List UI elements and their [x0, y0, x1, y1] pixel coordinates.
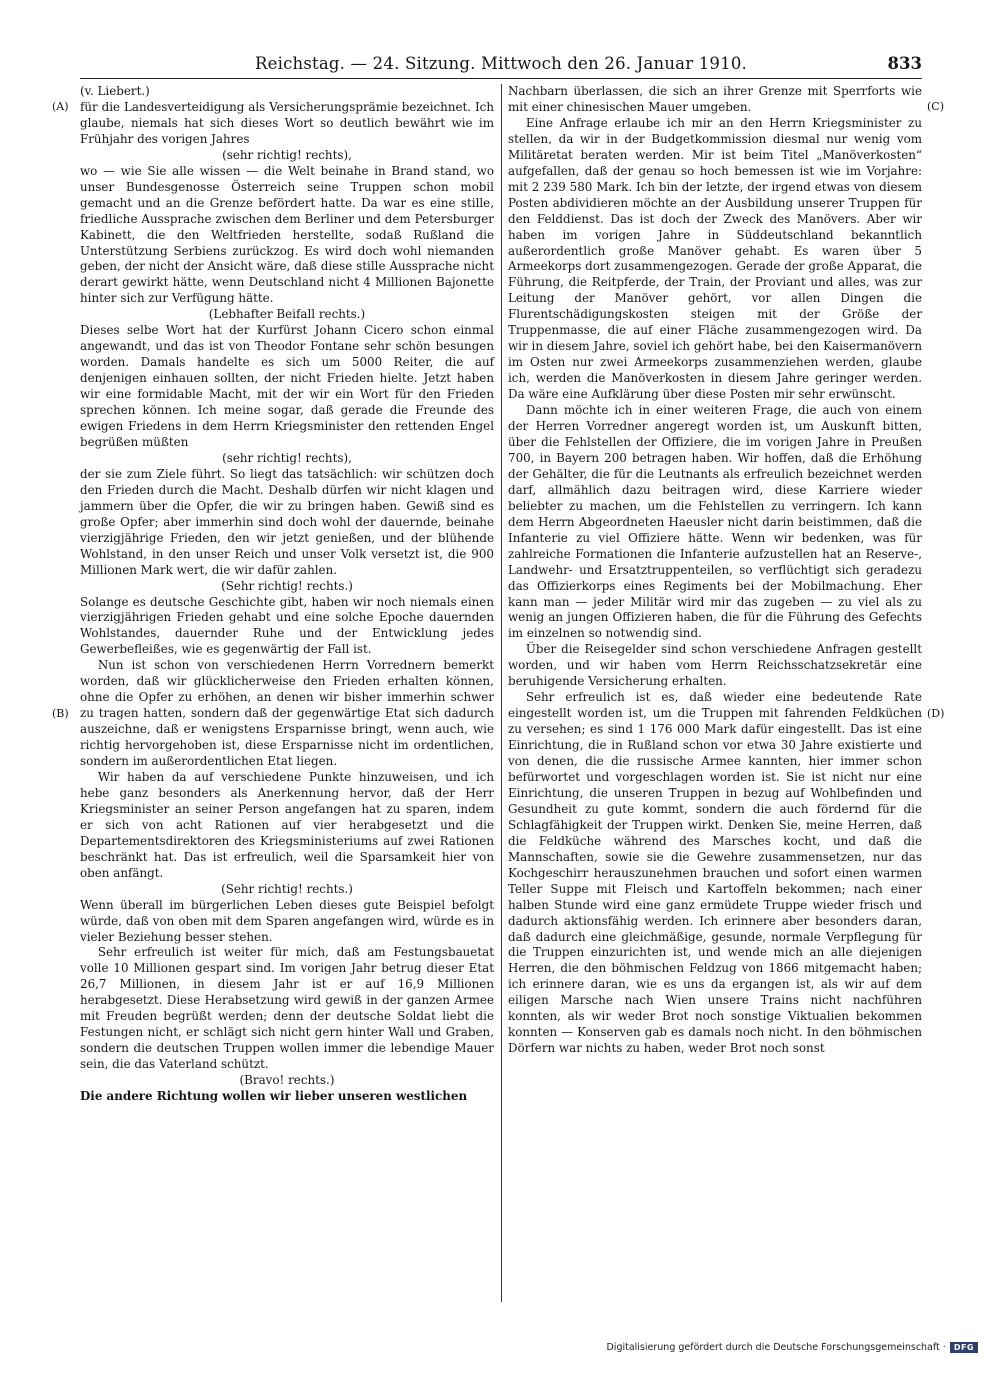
paragraph: Wir haben da auf verschiedene Punkte hinzuweisen, und ich hebe ganz besonders als Anerkennung hervor, daß der Herr Kriegsminister an seiner Person angefangen hat zu sparen, indem er sich von acht Rationen auf vier herabgesetzt und die Departementsdirektoren des Kriegsministeriums auf zwei Rationen beschränkt hat. Das ist erfreulich, weil die Sparsamkeit hier von oben anfängt.: [80, 769, 494, 880]
paragraph: der sie zum Ziele führt. So liegt das tatsächlich: wir schützen doch den Frieden durch die Macht. Deshalb dürfen wir nicht klagen und jammern über die Opfer, die wir zu bringen haben. Gewiß sind es große Opfer; aber immerhin sind doch wohl der dauernde, beinahe vierzigjährige Frieden, den wir jetzt genießen, und der blühende Wohlstand, in den unser Reich und unser Volk versetzt ist, die 900 Millionen Mark wert, die wir dafür zahlen.: [80, 466, 494, 577]
margin-letter-a: (A): [52, 100, 69, 113]
page-header: [80, 54, 922, 79]
paragraph: Nun ist schon von verschiedenen Herrn Vorrednern bemerkt worden, daß wir glücklicherweise den Frieden erhalten können, ohne die Opfer zu erhöhen, an denen wir bisher immerhin schwer zu tragen hatten, sondern daß der gegenwärtige Etat sich dadurch auszeichne, daß er wenigstens Ersparnisse bringt, wenn auch, wie richtig hervorgehoben ist, diese Ersparnisse nicht im ordentlichen, sondern im außerordentlichen Etat liegen.: [80, 658, 494, 769]
dfg-logo-icon: DFG: [950, 1342, 978, 1353]
speaker-name: (v. Liebert.): [80, 84, 150, 98]
interjection: (sehr richtig! rechts),: [222, 147, 352, 162]
right-column: [508, 84, 922, 1057]
paragraph: Über die Reisegelder sind schon verschiedene Anfragen gestellt worden, und wir haben vom Herrn Reichsschatzsekretär eine beruhigende Versicherung erhalten.: [508, 642, 922, 689]
interjection: (Lebhafter Beifall rechts.): [208, 307, 366, 322]
left-column: [80, 84, 494, 1105]
interjection: (Bravo! rechts.): [239, 1073, 335, 1088]
paragraph: Nachbarn überlassen, die sich an ihrer Grenze mit Sperrforts wie mit einer chinesischen Mauer umgeben.: [508, 84, 922, 114]
paragraph: Dann möchte ich in einer weiteren Frage, die auch von einem der Herren Vorredner angeregt worden ist, um Auskunft bitten, über die Fehlstellen der Offiziere, die im vorigen Jahre in Preußen 700, in Bayern 200 betragen haben. Wir hoffen, daß die Erhöhung der Gehälter, die für die Leutnants als erfreulich bezeichnet werden darf, allmählich dazu beitragen wird, diese Karriere wieder beliebter zu machen, um die Fehlstellen zu verringern. Ich kann dem Herrn Abgeordneten Haeusler nicht darin beistimmen, daß die Infanterie zu viel Offiziere hätte. Wenn wir bedenken, was für zahlreiche Formationen die Infanterie aufzustellen hat an Reserve-, Landwehr- und Ersatztruppenteilen, so verflüchtigt sich geradezu das Offizierkorps eines Regiments bei der Mobilmachung. Eher kann man — jeder Militär wird mir das zugeben — zu viel als zu wenig an jungen Offizieren haben, die für die Führung des Gefechts im einzelnen so notwendig sind.: [508, 403, 922, 641]
paragraph: Sehr erfreulich ist es, daß wieder eine bedeutende Rate eingestellt worden ist, um die Truppen mit fahrenden Feldküchen zu versehen; es sind 1 176 000 Mark dafür eingestellt. Das ist eine Einrichtung, die in Rußland schon vor etwa 30 Jahre existierte und von denen, die die russische Armee kannten, hier immer schon befürwortet und vorgeschlagen worden ist. Sie ist nicht nur eine Einrichtung, die unseren Truppen in bezug auf Wohlbefinden und Gesundheit zu gute kommt, sondern die auch fördernd für die Schlagfähigkeit der Truppen wirkt. Denken Sie, meine Herren, daß die Feldküche während des Marsches kocht, und daß die Mannschaften, sowie sie die Gewehre zusammensetzen, nur das Kochgeschirr herauszunehmen brauchen und sofort einen warmen Teller Suppe mit Fleisch und Kartoffeln bekommen; nach einer halben Stunde wird eine ganz ermüdete Truppe wieder frisch und dadurch aktionsfähig werden. Ich erinnere aber besonders daran, daß dadurch eine gleichmäßige, gesunde, normale Verpflegung für die Truppen einzurichten ist, und wende mich an alle diejenigen Herren, die den böhmischen Feldzug von 1866 mitgemacht haben; ich erinnere daran, wie es uns da ergangen ist, als wir auf dem eiligen Marsche nach Wien unsere Trains nicht nachführen konnten, als wir weder Brot noch sonstige Viktualien bekommen konnten — Konserven gab es damals noch nicht. In den böhmischen Dörfern war nichts zu haben, weder Brot noch sonst: [508, 690, 922, 1056]
interjection: (sehr richtig! rechts),: [222, 450, 352, 465]
interjection: (Sehr richtig! rechts.): [221, 881, 353, 896]
paragraph: Sehr erfreulich ist weiter für mich, daß am Festungsbauetat volle 10 Millionen gespart sind. Im vorigen Jahr betrug dieser Etat 26,7 Millionen, in diesem Jahr ist er auf 16,9 Millionen herabgesetzt. Diese Herabsetzung wird gewiß in der ganzen Armee mit Freuden begrüßt werden; denn der deutsche Soldat liebt die Festungen nicht, er schlägt sich nicht gern hinter Wall und Graben, sondern die deutschen Truppen wollen immer die lebendige Mauer sein, die das Vaterland schützt.: [80, 945, 494, 1072]
paragraph: Solange es deutsche Geschichte gibt, haben wir noch niemals einen vierzigjährigen Frieden gehabt und eine solche Epoche dauernden Wohlstandes, dauernder Ruhe und der Entwicklung jedes Gewerbefleißes, wie es gegenwärtig der Fall ist.: [80, 594, 494, 657]
paragraph: wo — wie Sie alle wissen — die Welt beinahe in Brand stand, wo unser Bundesgenosse Österreich seine Truppen schon mobil gemacht und an die Grenze befördert hatte. Da war es eine stille, friedliche Aussprache zwischen dem Berliner und dem Petersburger Kabinett, die den Weltfrieden herstellte, sodaß Rußland die Unterstützung Serbiens zurückzog. Es wird doch wohl niemanden geben, der nicht der Ansicht wäre, daß diese stille Aussprache nicht derart gewirkt hätte, wenn Deutschland nicht 4 Millionen Bajonette hinter sich zur Verfügung hätte.: [80, 163, 494, 306]
paragraph: für die Landesverteidigung als Versicherungsprämie bezeichnet. Ich glaube, niemals hat sich dieses Wort so deutlich bewährt wie im Frühjahr des vorigen Jahres: [80, 99, 494, 146]
footer-credit-text: Digitalisierung gefördert durch die Deutsche Forschungsgemeinschaft ·: [606, 1342, 946, 1353]
paragraph: Wenn überall im bürgerlichen Leben dieses gute Beispiel befolgt würde, daß von oben mit dem Sparen angefangen wird, würde es in vieler Beziehung besser stehen.: [80, 897, 494, 944]
paragraph: Eine Anfrage erlaube ich mir an den Herrn Kriegsminister zu stellen, da wir in der Budgetkommission diesmal nur wenig vom Militäretat beraten werden. Mir ist beim Titel „Manöverkosten“ aufgefallen, daß der genau so hoch bemessen ist wie im Vorjahre: mit 2 239 580 Mark. Ich bin der letzte, der irgend etwas von diesem Posten abdividieren möchte an der Ausbildung unserer Truppen für den Felddienst. Das ist doch der Zweck des Manövers. Aber wir haben im vorigen Jahre in Süddeutschland bekanntlich außerordentlich große Manöver gehabt. Es waren über 5 Armeekorps dort zusammengezogen. Gerade der große Apparat, die Führung, die Reitpferde, der Train, der Proviant und alles, was zur Leitung der Manöver gehört, vor allen Dingen die Flurentschädigungskosten steigen mit der Größe der Truppenmasse, die auf einer Fläche zusammengezogen wird. Da wir in diesem Jahre, soviel ich gehört habe, bei den Kaisermanövern im Osten nur zwei Armeekorps zusammenziehen werden, glaube ich, werden die Manöverkosten in diesem Jahre geringer werden. Da wäre eine Aufklärung über diese Posten mir sehr erwünscht.: [508, 115, 922, 402]
paragraph: Die andere Richtung wollen wir lieber unseren westlichen: [80, 1089, 468, 1104]
interjection: (Sehr richtig! rechts.): [221, 578, 353, 593]
margin-letter-c: (C): [927, 100, 944, 113]
margin-letter-b: (B): [52, 707, 69, 720]
page-number: 833: [887, 54, 922, 73]
margin-letter-d: (D): [927, 707, 945, 720]
header-title: Reichstag. — 24. Sitzung. Mittwoch den 26. Januar 1910.: [255, 54, 747, 73]
column-divider: [501, 84, 502, 1302]
footer-credit: [606, 1342, 978, 1353]
paragraph: Dieses selbe Wort hat der Kurfürst Johann Cicero schon einmal angewandt, und das ist von Theodor Fontane sehr schön besungen worden. Damals handelte es sich um 5000 Reiter, die auf denjenigen einhauen sollten, der nicht Frieden hielte. Jetzt haben wir eine formidable Macht, mit der wir ein Wort für den Frieden sprechen können. Ich meine sogar, daß gerade die Freunde des ewigen Friedens in dem Herrn Kriegsminister den rettenden Engel begrüßen müßten: [80, 323, 494, 449]
